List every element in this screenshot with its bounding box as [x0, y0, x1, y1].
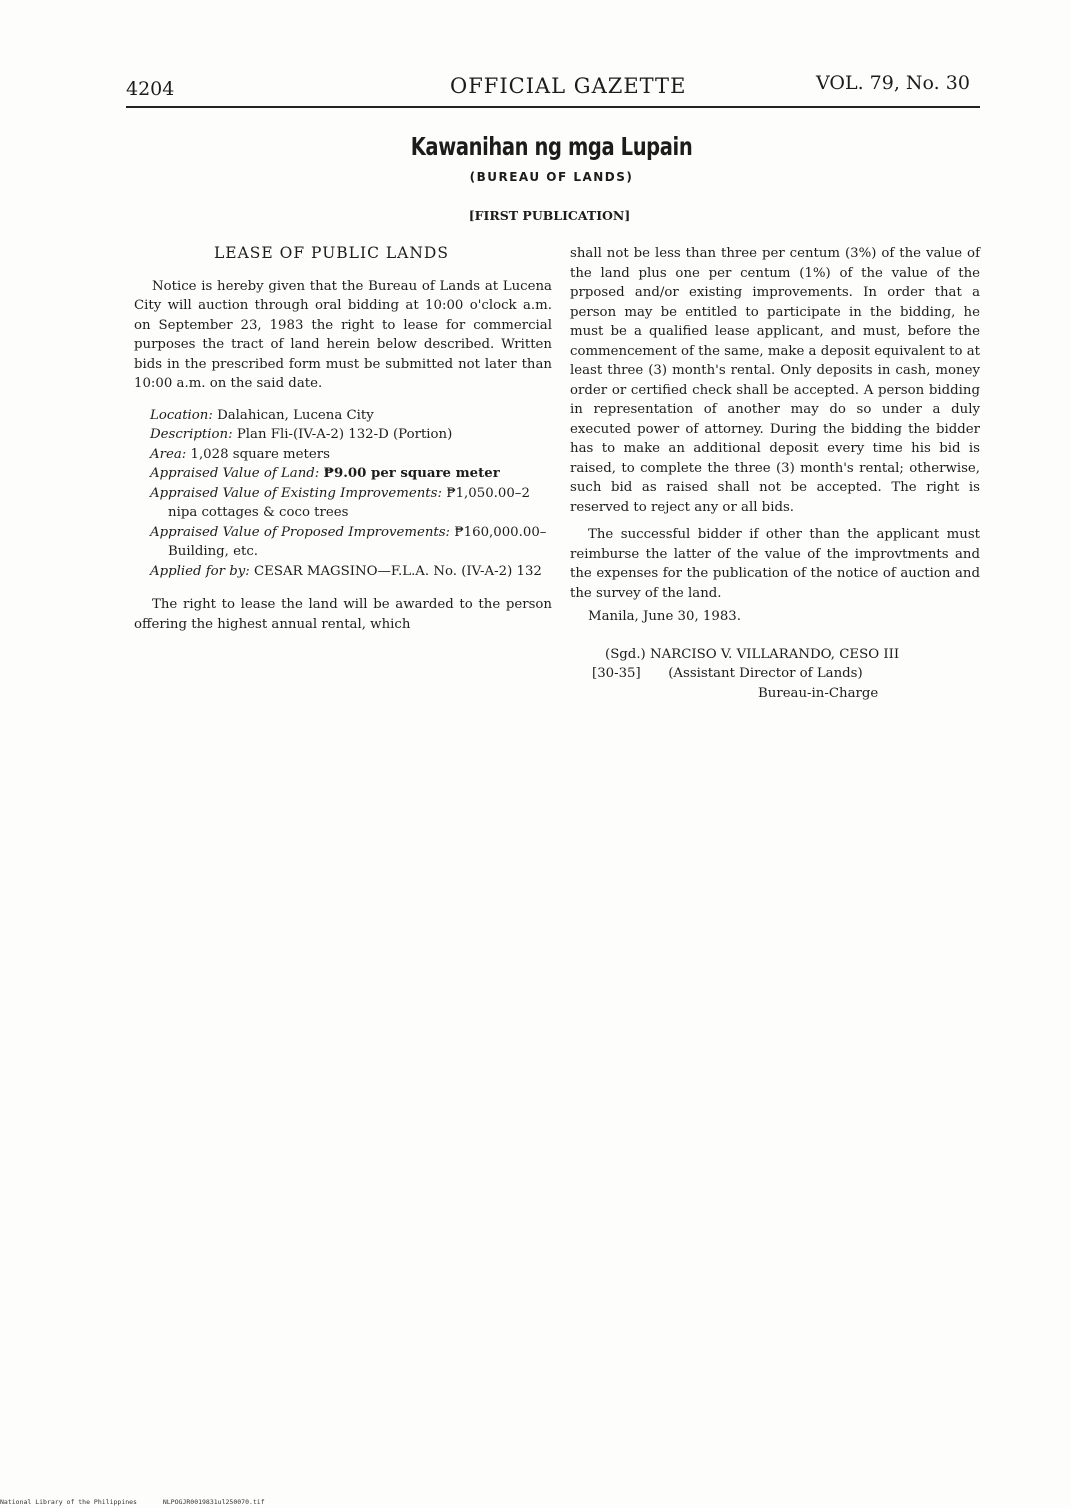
left-column — [134, 244, 552, 634]
publication-title: OFFICIAL GAZETTE — [450, 74, 687, 98]
signatory-name: NARCISO V. VILLARANDO, CESO III — [649, 646, 900, 662]
agency-title-text: Kawanihan ng mga Lupain — [410, 132, 693, 161]
detail-value: Plan Fli-(IV-A-2) 132-D (Portion) — [236, 427, 453, 442]
award-paragraph: The right to lease the land will be awarded to the person offering the highest annual rental, which — [134, 597, 552, 632]
detail-area — [134, 445, 552, 465]
dateline: Manila, June 30, 1983. — [588, 609, 741, 624]
detail-value: ₱160,000.00–Building, etc. — [168, 524, 547, 559]
detail-label: Appraised Value of Land: — [150, 466, 320, 481]
notice-heading: LEASE OF PUBLIC LANDS — [214, 244, 449, 262]
detail-value: 1,028 square meters — [190, 446, 330, 462]
scan-footer — [0, 1498, 265, 1506]
award-continued: shall not be less than three per centum (3%) of the value of the land plus one per centum (1%) of the value of the prposed and/or existing improvements. In order that a person may be entitled to participate in the bidding, he must be a qualified lease applicant, and must, before the commencement of the same, make a deposit equivalent to at least three (3) month's rental. Only deposits in cash, money order or certified check shall be accepted. A person bidding in representation of another may do so under a duly executed power of attorney. During the bidding the bidder has to make an additional deposit every time his bid is raised, to complete the three (3) month's rental; otherwise, such bid as raised shall not be accepted. The right is reserved to reject any or all bids. — [570, 246, 980, 515]
agency-subtitle-text: (BUREAU OF LANDS) — [469, 170, 634, 184]
sgd-mark: (Sgd.) — [605, 646, 646, 662]
detail-label: Description: — [150, 427, 233, 442]
land-details — [134, 406, 552, 582]
agency-title — [0, 132, 1071, 161]
detail-label: Appraised Value of Existing Improvements: — [150, 485, 442, 501]
detail-value: Dalahican, Lucena City — [217, 407, 374, 423]
detail-label: Appraised Value of Proposed Improvements: — [150, 524, 451, 540]
detail-land-value — [134, 464, 552, 484]
detail-value: ₱9.00 per square meter — [323, 466, 500, 481]
detail-proposed-improvements — [134, 523, 552, 562]
signatory-position: (Assistant Director of Lands) — [668, 666, 863, 681]
agency-subtitle — [0, 166, 1071, 185]
detail-label: Applied for by: — [150, 563, 250, 579]
header-rule — [126, 106, 980, 108]
detail-description — [134, 425, 552, 445]
volume-number: VOL. 79, No. 30 — [816, 72, 970, 94]
right-column — [570, 244, 980, 703]
detail-applicant — [134, 562, 552, 582]
signature-block — [570, 645, 980, 704]
signature-position-line — [570, 664, 980, 684]
publication-note-text: [FIRST PUBLICATION] — [468, 208, 631, 223]
detail-value: ₱1,050.00–2 nipa cottages & coco trees — [168, 485, 530, 520]
page-number: 4204 — [126, 78, 175, 100]
publication-note — [0, 205, 1071, 224]
issue-range: [30-35] — [592, 666, 641, 681]
detail-value: CESAR MAGSINO—F.L.A. No. (IV-A-2) 132 — [254, 563, 542, 579]
reimburse-paragraph: The successful bidder if other than the applicant must reimburse the latter of the value of the improvtments and the expenses for the publication of the notice of auction and the survey of the land. — [570, 527, 980, 601]
detail-existing-improvements — [134, 484, 552, 523]
detail-location — [134, 406, 552, 426]
footer-library: National Library of the Philippines — [0, 1498, 137, 1506]
footer-file: NLPOGJR0019831ul250070.tif — [162, 1498, 265, 1506]
signatory-office: Bureau-in-Charge — [758, 685, 879, 701]
signature-line — [570, 645, 980, 665]
notice-intro: Notice is hereby given that the Bureau of Lands at Lucena City will auction through oral bidding at 10:00 o'clock a.m. on September 23, 1983 the right to lease for commercial purposes the tract of land herein below described. Written bids in the prescribed form must be submitted not later than 10:00 a.m. on the said date. — [134, 278, 552, 391]
detail-label: Area: — [150, 446, 187, 462]
detail-label: Location: — [150, 407, 213, 423]
